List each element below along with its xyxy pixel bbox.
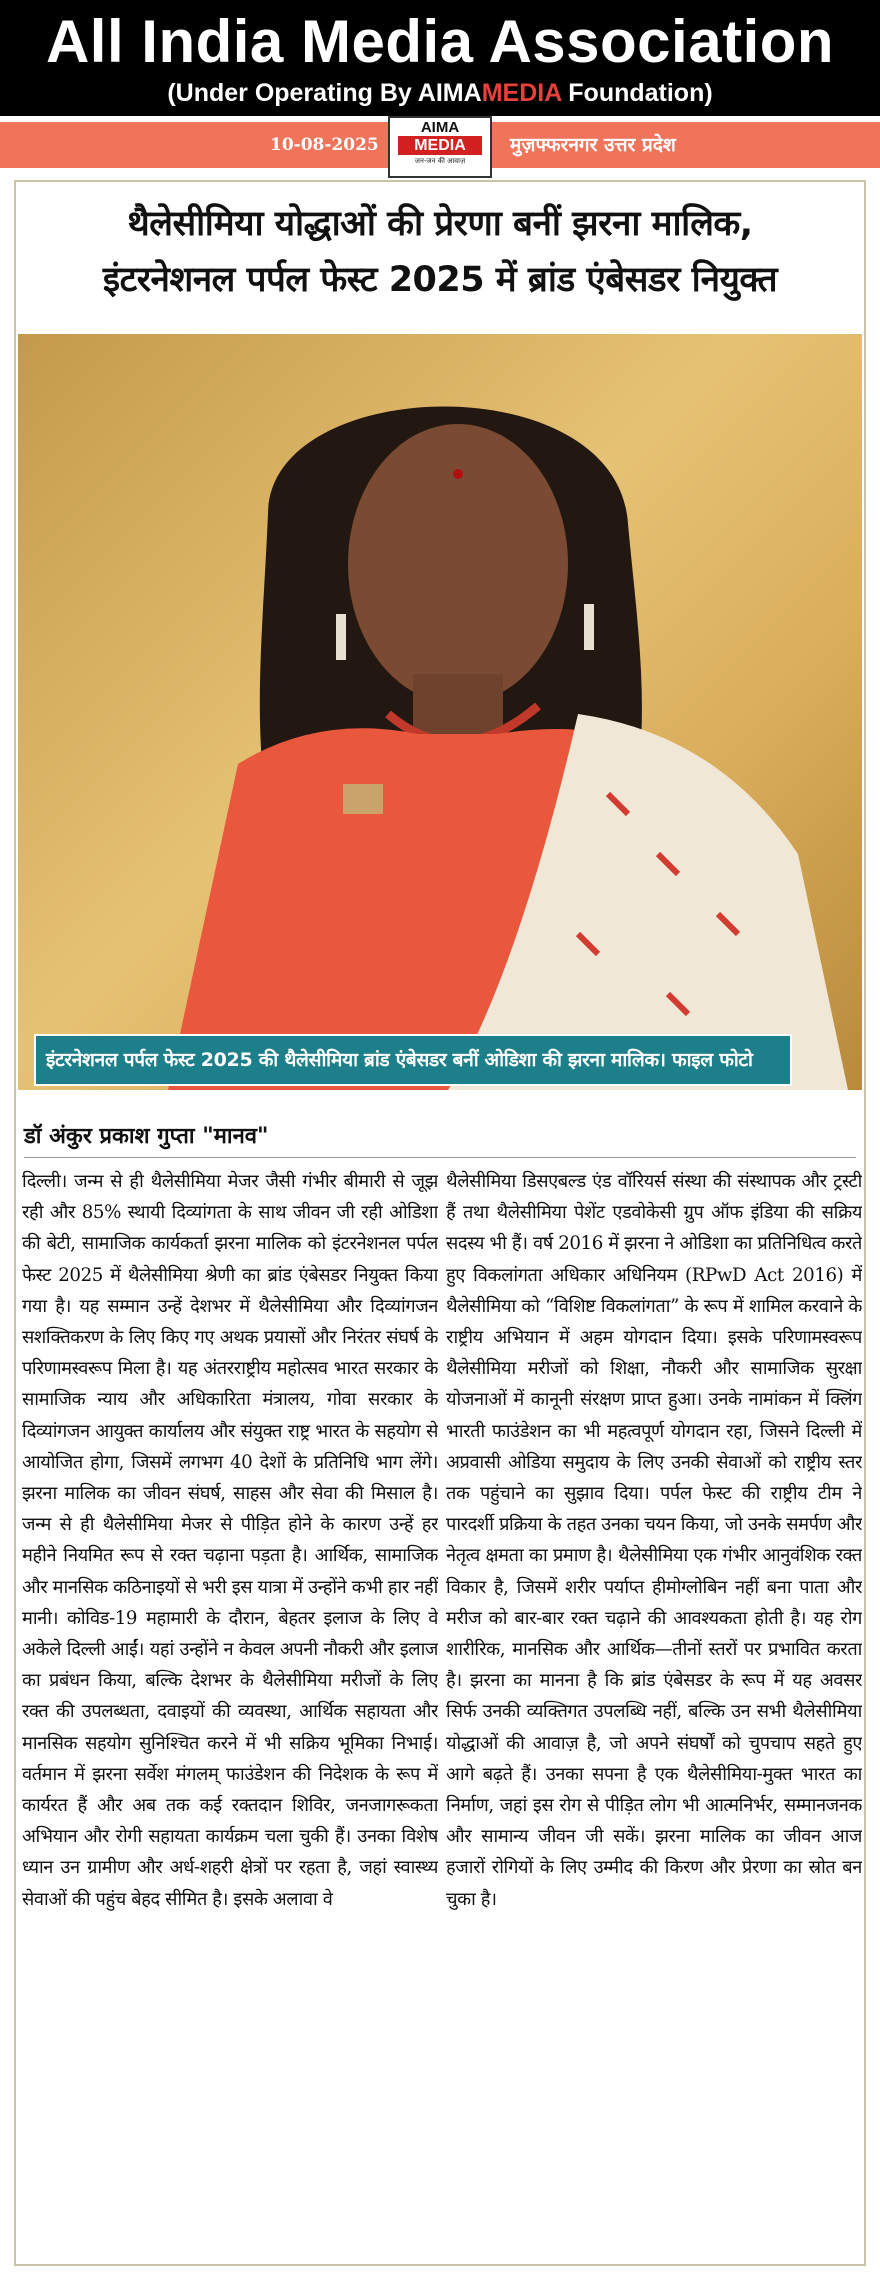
portrait-illustration [18,334,862,1090]
masthead [0,0,880,116]
headline-line1: थैलेसीमिया योद्धाओं की प्रेरणा बनीं झरना मालिक, [127,204,753,244]
article-frame [14,180,866,2266]
headline [16,196,864,308]
aima-media-logo [388,116,492,178]
photo-caption: इंटरनेशनल पर्पल फेस्ट 2025 की थैलेसीमिया ब्रांड एंबेसडर बनीं ओडिशा की झरना मालिक। फाइल फोटो [34,1034,792,1086]
subtitle-prefix: (Under Operating By AIMA [167,79,482,107]
logo-line1: AIMA [420,119,460,136]
logo-tagline: जन-जन की आवाज़ [414,157,466,165]
headline-line2: इंटरनेशनल पर्पल फेस्ट 2025 में ब्रांड एंबेसडर नियुक्त [102,260,778,300]
publish-date: 10-08-2025 [270,135,379,155]
masthead-title: All India Media Association [45,8,835,75]
masthead-subtitle [0,78,880,108]
article-photo [18,334,862,1090]
dateline-place: मुज़फ्फरनगर उत्तर प्रदेश [510,134,676,156]
logo-line2: MEDIA [398,136,482,155]
subtitle-suffix: Foundation) [561,79,713,107]
article-body-column-right: थैलेसीमिया डिसएबल्ड एंड वॉरियर्स संस्था की संस्थापक और ट्रस्टी हैं तथा थैलेसीमिया पेशेंट एडवोकेसी ग्रुप ऑफ इंडिया की सक्रिय सदस्य भी हैं। वर्ष 2016 में झरना ने ओडिशा का प्रतिनिधित्व करते हुए विकलांगता अधिकार अधिनियम (RPwD Act 2016) में थैलेसीमिया को “विशिष्ट विकलांगता” के रूप में शामिल करवाने के राष्ट्रीय अभियान में अहम योगदान दिया। इसके परिणामस्वरूप थैलेसीमिया मरीजों को शिक्षा, नौकरी और सामाजिक सुरक्षा योजनाओं में कानूनी संरक्षण प्राप्त हुआ। उनके नामांकन में क्लिंग भारती फाउंडेशन का भी महत्वपूर्ण योगदान रहा, जिसने दिल्ली में अप्रवासी ओडिया समुदाय के लिए उनकी सेवाओं को राष्ट्रीय स्तर तक पहुंचाने का सुझाव दिया। पर्पल फेस्ट की राष्ट्रीय टीम ने पारदर्शी प्रक्रिया के तहत उनका चयन किया, जो उनके समर्पण और नेतृत्व क्षमता का प्रमाण है। थैलेसीमिया एक गंभीर आनुवंशिक रक्त विकार है, जिसमें शरीर पर्याप्त हीमोग्लोबिन नहीं बना पाता और मरीज को बार-बार रक्त चढ़ाने की आवश्यकता होती है। यह रोग शारीरिक, मानसिक और आर्थिक—तीनों स्तरों पर प्रभावित करता है। झरना का मानना है कि ब्रांड एंबेसडर के रूप में यह अवसर सिर्फ उनकी व्यक्तिगत उपलब्धि नहीं, बल्कि उन सभी थैलेसीमिया योद्धाओं की आवाज़ है, जो अपने संघर्षों को चुपचाप सहते हुए आगे बढ़ते हैं। उनका सपना है एक थैलेसीमिया-मुक्त भारत का निर्माण, जहां इस रोग से पीड़ित लोग भी आत्मनिर्भर, सम्मानजनक और सामान्य जीवन जी सकें। झरना मालिक का जीवन आज हजारों रोगियों के लिए उम्मीद की किरण और प्रेरणा का स्रोत बन चुका है। [446,1171,862,1910]
author-byline: डॉ अंकुर प्रकाश गुप्ता "मानव" [24,1116,856,1158]
article-body-column-left: दिल्ली। जन्म से ही थैलेसीमिया मेजर जैसी गंभीर बीमारी से जूझ रही और 85% स्थायी दिव्यांगता के साथ जीवन जी रही ओडिशा की बेटी, सामाजिक कार्यकर्ता झरना मालिक को इंटरनेशनल पर्पल फेस्ट 2025 में थैलेसीमिया श्रेणी का ब्रांड एंबेसडर नियुक्त किया गया है। यह सम्मान उन्हें देशभर में थैलेसीमिया और दिव्यांगजन सशक्तिकरण के लिए किए गए अथक प्रयासों और निरंतर संघर्ष के परिणामस्वरूप मिला है। यह अंतरराष्ट्रीय महोत्सव भारत सरकार के सामाजिक न्याय और अधिकारिता मंत्रालय, गोवा सरकार के दिव्यांगजन आयुक्त कार्यालय और संयुक्त राष्ट्र भारत के सहयोग से आयोजित होगा, जिसमें लगभग 40 देशों के प्रतिनिधि भाग लेंगे। झरना मालिक का जीवन संघर्ष, साहस और सेवा की मिसाल है। जन्म से ही थैलेसीमिया मेजर से पीड़ित होने के कारण उन्हें हर महीने नियमित रूप से रक्त चढ़ाना पड़ता है। आर्थिक, सामाजिक और मानसिक कठिनाइयों से भरी इस यात्रा में उन्होंने कभी हार नहीं मानी। कोविड-19 महामारी के दौरान, बेहतर इलाज के लिए वे अकेले दिल्ली आईं। यहां उन्होंने न केवल अपनी नौकरी और इलाज का प्रबंधन किया, बल्कि देशभर के थैलेसीमिया मरीजों के लिए रक्त की उपलब्धता, दवाइयों की व्यवस्था, आर्थिक सहायता और मानसिक सहयोग सुनिश्चित करने में भी सक्रिय भूमिका निभाई। वर्तमान में झरना सर्वेश मंगलम् फाउंडेशन की निदेशक के रूप में कार्यरत हैं और अब तक कई रक्तदान शिविर, जनजागरूकता अभियान और रोगी सहायता कार्यक्रम चला चुकी हैं। उनका विशेष ध्यान उन ग्रामीण और अर्ध-शहरी क्षेत्रों पर रहता है, जहां स्वास्थ्य सेवाओं की पहुंच बेहद सीमित है। इसके अलावा वे [22,1171,438,1910]
subtitle-highlight: MEDIA [481,79,562,107]
